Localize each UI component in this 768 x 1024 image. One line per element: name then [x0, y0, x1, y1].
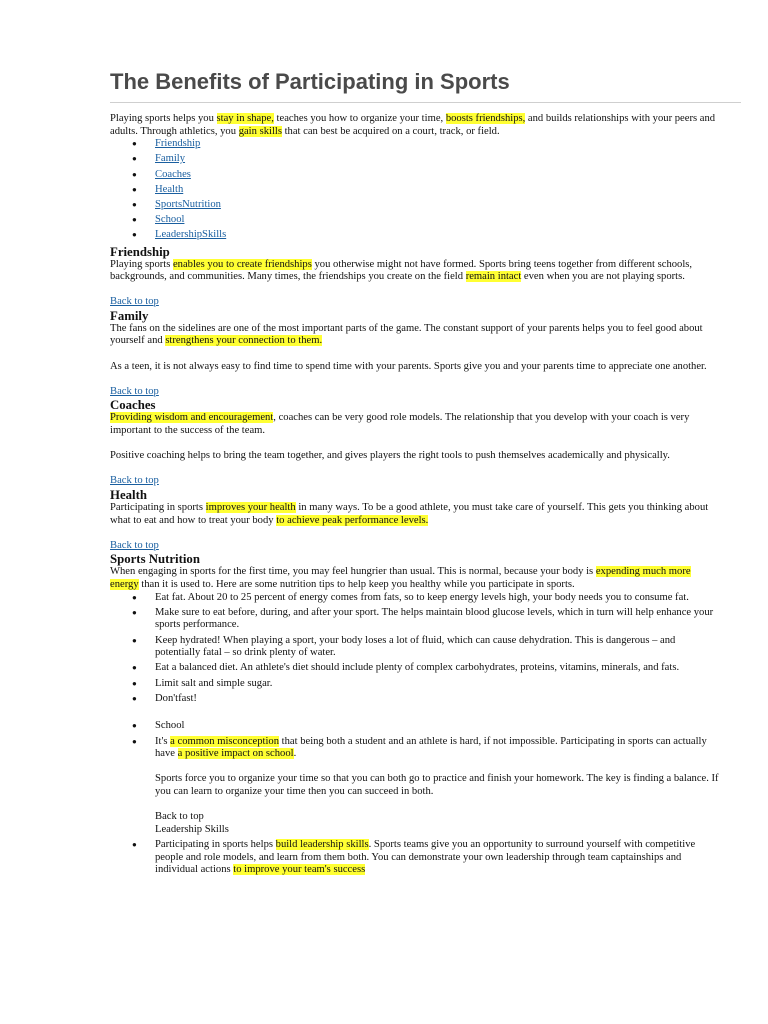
highlight: strengthens your connection to them.: [165, 335, 323, 347]
body-text: you otherwise might not have formed. Sports bring teens together from different schools, backgrounds, and communities. Many times, the friendships you create on the field: [110, 258, 693, 283]
body-text: even when you are not playing sports.: [521, 271, 685, 283]
nav-item-coaches: [110, 169, 720, 182]
article-body: [110, 113, 720, 879]
list-item: ● Eat fat. About 20 to 25 percent of energy comes from fats, so to keep energy levels high, your body needs you to consume fat.: [110, 592, 720, 605]
body-text: in many ways. To be a good athlete, you must take care of yourself. This gets you thinking about what to eat and how to treat your body: [110, 502, 709, 526]
friendship-paragraph: [110, 259, 720, 284]
back-to-top-link[interactable]: Back to top: [110, 539, 159, 551]
nav-item-leadership-skills: [110, 229, 720, 242]
nav-item-family: [110, 153, 720, 166]
leadership-heading-text: Leadership Skills: [155, 823, 229, 835]
body-text: than it is used to. Here are some nutrition tips to help keep you healthy while you participate in sports.: [138, 578, 575, 590]
nav-link-family[interactable]: Family: [155, 153, 186, 165]
list-item: ● Make sure to eat before, during, and after your sport. The helps maintain blood glucose levels, which in turn will help enhance your sports performance.: [110, 607, 720, 632]
school-paragraph-2: Sports force you to organize your time so that you can both go to practice and finish your homework. The key is finding a balance. If you can learn to organize your time then you can succeed in both.: [155, 773, 719, 798]
body-text: Participating in sports: [110, 502, 206, 513]
highlight: a common misconception: [170, 735, 280, 747]
highlight: improves your health: [205, 502, 296, 513]
section-heading-friendship: Friendship: [110, 244, 170, 259]
nav-link-health[interactable]: Health: [155, 183, 184, 195]
body-text: . Sports teams give you an opportunity to surround yourself with competitive people and role models, and learn from them both. You can demonstrate your own leadership through team captainships and individual actions: [155, 839, 696, 876]
body-text: , coaches can be very good role models. The relationship that you develop with your coach is very important to the success of the team.: [110, 412, 690, 437]
back-to-top-link[interactable]: Back to top: [110, 296, 159, 308]
nav-item-health: [110, 184, 720, 197]
list-item: ● Keep hydrated! When playing a sport, your body loses a lot of fluid, which can cause dehydration. This is dangerous – and potentially fatal – so drink plenty of water.: [110, 635, 720, 660]
highlight: build leadership skills: [275, 839, 369, 850]
body-text: It's: [155, 735, 171, 747]
family-paragraph-1: [110, 323, 720, 348]
body-text: Participating in sports helps: [155, 839, 276, 850]
highlight: a positive impact on school: [177, 748, 294, 760]
nav-item-school: [110, 214, 720, 227]
highlight: expending much more energy: [110, 566, 691, 590]
family-paragraph-2: As a teen, it is not always easy to find time to spend time with your parents. Sports give you and your parents time to appreciate one another.: [110, 360, 707, 372]
highlight: remain intact: [465, 271, 522, 283]
highlight: enables you to create friendships: [172, 258, 312, 270]
coaches-paragraph-2: Positive coaching helps to bring the team together, and gives players the right tools to push themselves academically and physically.: [110, 450, 670, 462]
leadership-item: [110, 839, 720, 877]
nav-link-leadership-skills[interactable]: LeadershipSkills: [155, 229, 227, 241]
highlight: stay in shape,: [216, 113, 274, 124]
school-heading-item: ● School: [110, 720, 720, 733]
intro-text: that can best be acquired on a court, track, or field.: [281, 125, 500, 137]
back-to-top-link[interactable]: Back to top: [110, 475, 159, 487]
nav-item-sports-nutrition: [110, 199, 720, 212]
page-title: The Benefits of Participating in Sports: [110, 69, 510, 94]
title-divider: [110, 102, 741, 103]
section-heading-coaches: Coaches: [110, 398, 156, 413]
section-heading-health: Health: [110, 488, 147, 502]
highlight: to achieve peak performance levels.: [276, 514, 429, 526]
back-to-top-link[interactable]: Back to top: [110, 385, 159, 397]
nav-item-friendship: [110, 138, 720, 151]
back-to-top-text: Back to top: [155, 811, 204, 823]
nutrition-tips-list: [110, 592, 720, 706]
body-text: Playing sports: [110, 258, 173, 270]
intro-paragraph: [110, 113, 720, 138]
nav-link-sports-nutrition[interactable]: SportsNutrition: [155, 198, 221, 210]
section-nav: [110, 138, 720, 242]
nav-link-friendship[interactable]: Friendship: [155, 138, 201, 150]
body-text: .: [293, 748, 297, 760]
intro-text: Playing sports helps you: [110, 113, 217, 124]
intro-text: teaches you how to organize your time,: [273, 113, 446, 124]
health-paragraph: [110, 502, 720, 527]
body-text: When engaging in sports for the first time, you may feel hungrier than usual. This is normal, because your body is: [110, 566, 596, 578]
section-heading-family: Family: [110, 308, 149, 323]
highlight: to improve your team's success: [233, 864, 366, 876]
body-text: The fans on the sidelines are one of the most important parts of the game. The constant support of your parents helps you to feel good about yourself and: [110, 322, 703, 347]
nav-link-school[interactable]: School: [155, 214, 185, 226]
nutrition-paragraph: [110, 566, 720, 591]
coaches-paragraph-1: [110, 412, 720, 437]
list-item: ● Don'tfast!: [110, 693, 720, 706]
intro-text: and builds relationships with your peers and adults. Through athletics, you: [110, 113, 716, 137]
highlight: gain skills: [238, 125, 282, 137]
highlight: Providing wisdom and encouragement: [110, 412, 274, 424]
nav-link-coaches[interactable]: Coaches: [155, 168, 191, 180]
list-item: ● Eat a balanced diet. An athlete's diet should include plenty of complex carbohydrates, proteins, vitamins, minerals, and fats.: [110, 662, 720, 675]
list-item: ● Limit salt and simple sugar.: [110, 678, 720, 691]
school-list: [110, 720, 720, 876]
school-item: [110, 736, 720, 837]
highlight: boosts friendships,: [445, 113, 526, 124]
section-heading-sports-nutrition: Sports Nutrition: [110, 552, 200, 567]
body-text: that being both a student and an athlete is hard, if not impossible. Participating in sports can actually have: [155, 735, 707, 760]
